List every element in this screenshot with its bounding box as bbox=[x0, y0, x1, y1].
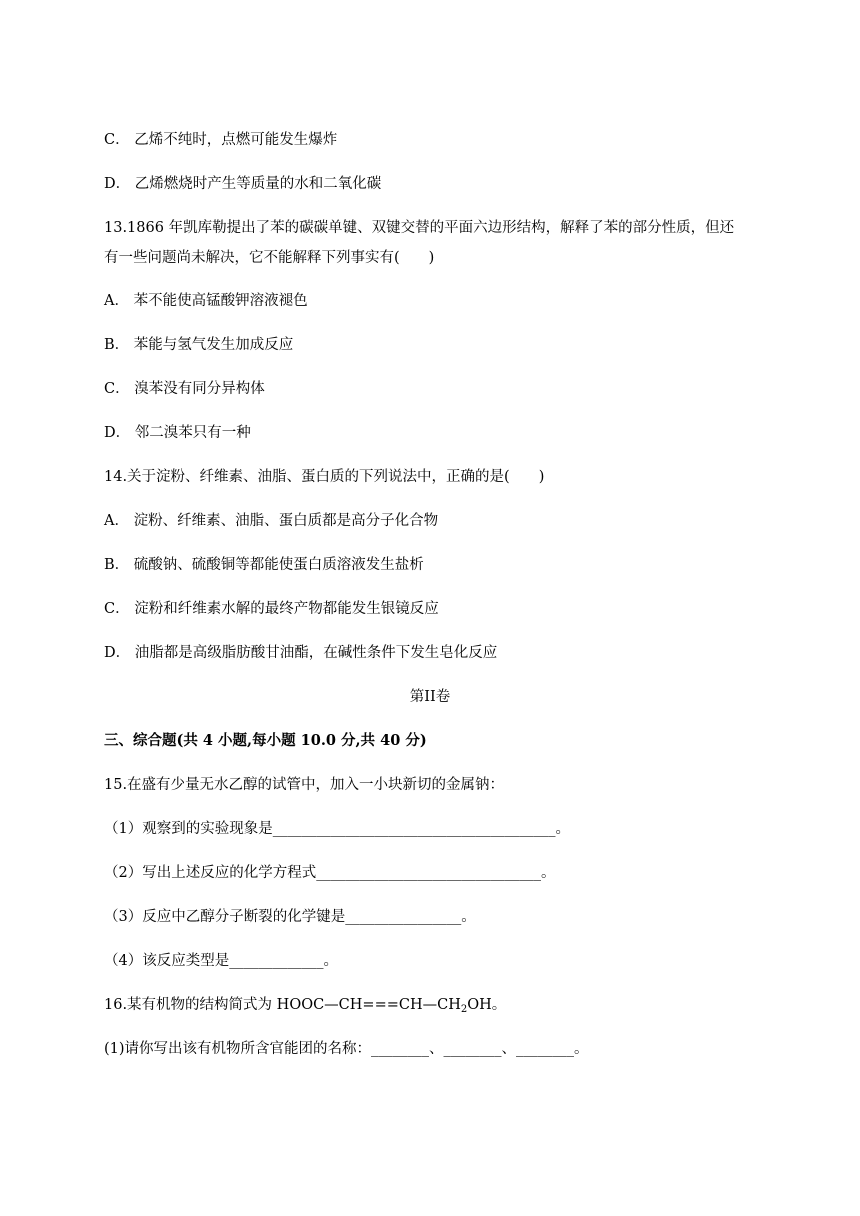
q14-option-c: C． 淀粉和纤维素水解的最终产物都能发生银镜反应 bbox=[104, 601, 439, 617]
q14-stem: 14.关于淀粉、纤维素、油脂、蛋白质的下列说法中，正确的是( ) bbox=[104, 469, 545, 485]
q15-part2: （2）写出上述反应的化学方程式_______________________________。 bbox=[104, 865, 556, 881]
q16-stem-suffix: OH。 bbox=[467, 997, 507, 1013]
section-heading: 三、综合题(共 4 小题,每小题 10.0 分,共 40 分) bbox=[104, 732, 427, 749]
q15-part4: （4）该反应类型是_____________。 bbox=[104, 953, 338, 969]
q14-option-a: A． 淀粉、纤维素、油脂、蛋白质都是高分子化合物 bbox=[104, 513, 439, 529]
q13-stem-line2: 有一些问题尚未解决，它不能解释下列事实有( ) bbox=[104, 250, 435, 266]
q14-option-b: B． 硫酸钠、硫酸铜等都能使蛋白质溶液发生盐析 bbox=[104, 557, 424, 573]
q16-stem bbox=[104, 995, 506, 1020]
q15-part1: （1）观察到的实验现象是_______________________________________。 bbox=[104, 821, 570, 837]
q13-option-d: D． 邻二溴苯只有一种 bbox=[104, 425, 251, 441]
q16-stem-prefix: 16.某有机物的结构简式为 HOOC—CH===CH—CH bbox=[104, 997, 461, 1013]
q12-option-c: C． 乙烯不纯时，点燃可能发生爆炸 bbox=[104, 132, 338, 148]
q14-option-d: D． 油脂都是高级脂肪酸甘油酯，在碱性条件下发生皂化反应 bbox=[104, 645, 498, 661]
q16-stem-subscript: 2 bbox=[460, 1004, 468, 1015]
q13-option-b: B． 苯能与氢气发生加成反应 bbox=[104, 337, 294, 353]
q16-part1: (1)请你写出该有机物所含官能团的名称：________、________、________。 bbox=[104, 1041, 589, 1057]
q15-part3: （3）反应中乙醇分子断裂的化学键是________________。 bbox=[104, 909, 476, 925]
volume-title: 第II卷 bbox=[409, 689, 451, 705]
q13-option-c: C． 溴苯没有同分异构体 bbox=[104, 381, 265, 397]
q15-stem: 15.在盛有少量无水乙醇的试管中，加入一小块新切的金属钠： bbox=[104, 777, 505, 793]
q12-option-d: D． 乙烯燃烧时产生等质量的水和二氧化碳 bbox=[104, 176, 382, 192]
q13-option-a: A． 苯不能使高锰酸钾溶液褪色 bbox=[104, 293, 308, 309]
q13-stem-line1: 13.1866 年凯库勒提出了苯的碳碳单键、双键交替的平面六边形结构，解释了苯的部分性质，但还 bbox=[104, 220, 735, 236]
